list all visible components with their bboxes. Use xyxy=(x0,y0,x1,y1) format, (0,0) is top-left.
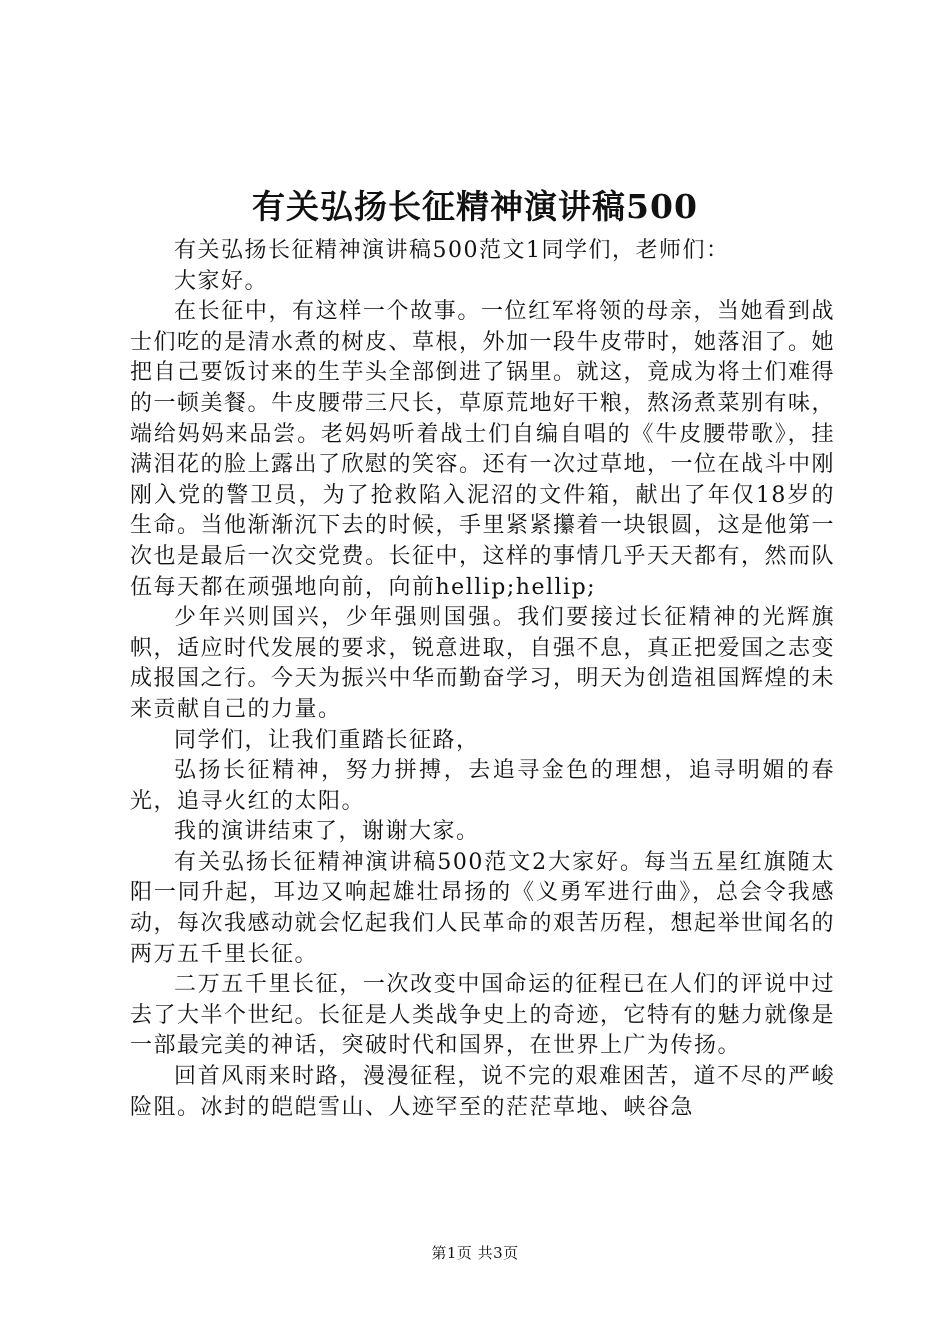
paragraph: 弘扬长征精神，努力拼搏，去追寻金色的理想，追寻明媚的春光，追寻火红的太阳。 xyxy=(130,758,835,814)
paragraph: 大家好。 xyxy=(174,268,269,294)
paragraph: 我的演讲结束了，谢谢大家。 xyxy=(174,819,480,845)
document-title: 有关弘扬长征精神演讲稿500 xyxy=(252,187,698,226)
paragraph: 同学们，让我们重踏长征路， xyxy=(174,727,480,753)
paragraph: 二万五千里长征，一次改变中国命运的征程已在人们的评说中过去了大半个世纪。长征是人类战争史上的奇迹，它特有的魅力就像是一部最完美的神话，突破时代和国界，在世界上广为传扬。 xyxy=(130,972,835,1059)
paragraph: 在长征中，有这样一个故事。一位红军将领的母亲，当她看到战士们吃的是清水煮的树皮、草根，外加一段牛皮带时，她落泪了。她把自己要饭讨来的生芋头全部倒进了锅里。就这，竟成为将士们难得的一顿美餐。牛皮腰带三尺长，草原荒地好干粮，熬汤煮菜别有味，端给妈妈来品尝。老妈妈听着战士们自编自唱的《牛皮腰带歌》，挂满泪花的脸上露出了欣慰的笑容。还有一次过草地，一位在战斗中刚刚入党的警卫员，为了抢救陷入泥沼的文件箱，献出了年仅18岁的生命。当他渐渐沉下去的时候，手里紧紧攥着一块银圆，这是他第一次也是最后一次交党费。长征中，这样的事情几乎天天都有，然而队伍每天都在顽强地向前，向前hellip;hellip; xyxy=(130,299,835,600)
document-body xyxy=(130,236,835,1123)
paragraph: 回首风雨来时路，漫漫征程，说不完的艰难困苦，道不尽的严峻险阻。冰封的皑皑雪山、人迹罕至的茫茫草地、峡谷急 xyxy=(130,1064,835,1120)
paragraph: 少年兴则国兴，少年强则国强。我们要接过长征精神的光辉旗帜，适应时代发展的要求，锐意进取，自强不息，真正把爱国之志变成报国之行。今天为振兴中华而勤奋学习，明天为创造祖国辉煌的未来贡献自己的力量。 xyxy=(130,605,835,722)
page-footer: 第1页 共3页 xyxy=(431,1244,519,1262)
paragraph: 有关弘扬长征精神演讲稿500范文2大家好。每当五星红旗随太阳一同升起，耳边又响起雄壮昂扬的《义勇军进行曲》，总会令我感动，每次我感动就会忆起我们人民革命的艰苦历程，想起举世闻名的两万五千里长征。 xyxy=(130,849,835,967)
paragraph: 有关弘扬长征精神演讲稿500范文1同学们，老师们： xyxy=(174,238,730,263)
